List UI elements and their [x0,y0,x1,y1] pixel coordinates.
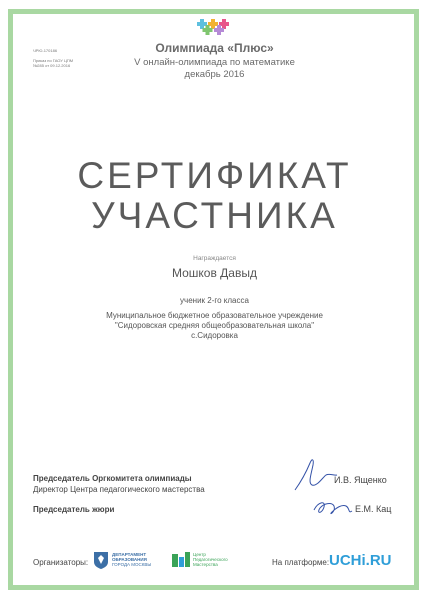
school-line-1: Муниципальное бюджетное образовательное учреждение [106,311,323,320]
committee-chair-name: И.В. Ященко [334,475,387,485]
jury-chair-title: Председатель жюри [33,505,115,514]
uchi-ru-logo: UCHi.RU [329,552,392,569]
pedagogical-center-name [193,552,228,567]
moscow-education-dept-icon [93,551,109,569]
department-line-2: ОБРАЗОВАНИЯ [112,557,147,562]
olympiad-plus-logo-icon [196,18,236,36]
jury-chair-name: Е.М. Кац [355,504,392,514]
signature-icon [310,490,355,520]
department-line-3: ГОРОДА МОСКВЫ [112,562,152,567]
recipient-grade: ученик 2-го класса [180,296,249,305]
signature-icon [290,455,340,495]
school-line-2: "Сидоровская средняя общеобразовательная школа" [114,321,315,330]
certificate-title: СЕРТИФИКАТ [77,155,352,196]
olympiad-date: декабрь 2016 [184,69,245,80]
center-line-1: Центр [193,552,206,557]
platform-label: На платформе: [272,558,330,567]
olympiad-title: Олимпиада «Плюс» [155,41,274,55]
department-line-1: ДЕПАРТАМЕНТ [112,552,147,557]
recipient-locality: с.Сидоровка [191,331,238,340]
pedagogical-center-icon [171,551,191,569]
certificate-subtitle: УЧАСТНИКА [91,195,338,236]
center-line-3: Мастерства [193,562,218,567]
reference-number: ЧРЮ-170186 [33,48,58,53]
olympiad-subtitle: V онлайн-олимпиада по математике [134,57,295,68]
organizers-label: Организаторы: [33,558,89,567]
order-line-2: №285 от 09.12.2016 [33,63,71,68]
recipient-name: Мошков Давыд [171,266,257,280]
order-line-1: Приказ по ГАОУ ЦПМ [33,58,74,63]
center-line-2: Педагогического [193,557,228,562]
committee-chair-title: Председатель Оргкомитета олимпиады [33,474,192,483]
awarded-label: Награждается [193,255,236,262]
department-name [112,552,151,567]
committee-chair-subtitle: Директор Центра педагогического мастерства [33,485,205,494]
